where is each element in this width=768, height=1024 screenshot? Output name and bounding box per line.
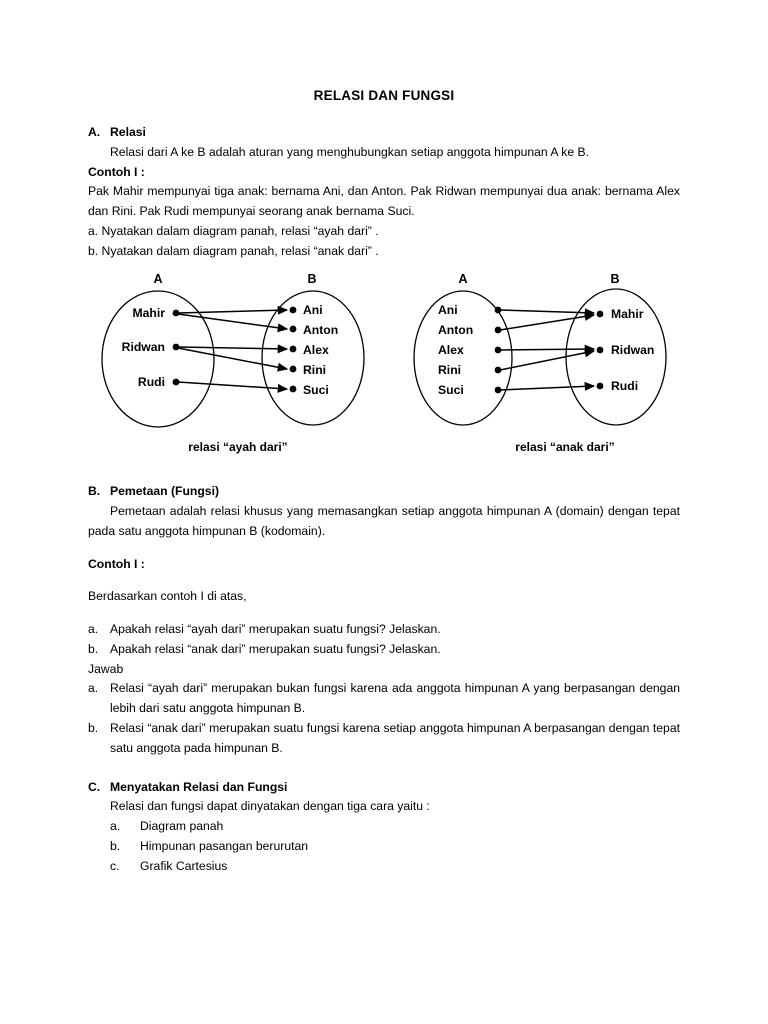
section-b-answer-label: Jawab [88,661,124,676]
diagram1-caption: relasi “ayah dari” [188,440,288,455]
section-a-marker: A. [88,125,101,139]
section-c-item-1-label: Himpunan pasangan berurutan [140,838,309,853]
question-b-text: Apakah relasi “anak dari” merupakan suatu fungsi? Jelaskan. [110,641,441,656]
diagram1-right-item-anton: Anton [303,323,339,338]
diagram2-left-item-alex: Alex [438,343,464,358]
diagram1-dot-suci [290,386,297,393]
diagram2-left-item-suci: Suci [438,383,464,398]
section-b-definition [88,502,680,542]
diagram1-arrow-ridwan-alex [178,347,287,349]
section-b-title: Pemetaan (Fungsi) [110,484,220,499]
section-b-based-on: Berdasarkan contoh I di atas, [88,589,247,604]
diagram1-arrow-rudi-suci [178,382,287,389]
diagram1-right-label: B [307,272,317,287]
diagram2-caption: relasi “anak dari” [515,440,615,455]
page-title: RELASI DAN FUNGSI [313,88,455,103]
diagram2-arrow-rini-ridwan [500,351,594,370]
diagram1-left-item-ridwan: Ridwan [121,340,165,355]
diagram1-arrow-mahir-ani [178,310,287,313]
spacer [88,469,680,482]
diagram1-dot-anton [290,326,297,333]
section-a-definition: Relasi dari A ke B adalah aturan yang menghubungkan setiap anggota himpunan A ke B. [110,144,590,159]
diagram2-right-item-mahir: Mahir [611,307,644,322]
section-a-example-text: Pak Mahir mempunyai tiga anak: bernama Ani, dan Anton. Pak Ridwan mempunyai dua anak: bernama Alex dan Rini. Pak Rudi mempunyai seorang anak bernama Suci. [88,184,680,219]
section-a-task-b: b. Nyatakan dalam diagram panah, relasi “anak dari” . [88,243,379,258]
answer-b-marker: b. [88,721,99,736]
section-c-marker: C. [88,779,101,794]
question-a-marker: a. [88,622,99,637]
diagram2-left-label: A [458,272,468,287]
section-c-heading [88,778,680,798]
diagram2-arrow-suci-rudi [500,386,594,390]
spacer [88,759,680,778]
diagram2-right-label: B [610,272,620,287]
section-b-question-b [88,640,680,660]
section-c-item-1-marker: b. [110,838,121,853]
section-c-item-1 [88,837,680,857]
answer-b-text: Relasi “anak dari” merupakan suatu fungsi karena setiap anggota himpunan A berpasangan dengan tepat satu anggota pada himpunan B. [110,721,680,755]
section-a-title: Relasi [110,125,146,139]
section-b-answer-a [88,679,680,719]
section-c-item-0 [88,817,680,837]
section-a-task-a: a. Nyatakan dalam diagram panah, relasi “ayah dari” . [88,223,379,238]
section-b-marker: B. [88,484,101,499]
diagram2-dot-ridwan [597,347,604,354]
diagram2-left-item-ani: Ani [438,303,458,318]
diagram1-dot-alex [290,346,297,353]
section-c-item-2-marker: c. [110,858,120,873]
section-b-definition-text: Pemetaan adalah relasi khusus yang memasangkan setiap anggota himpunan A (domain) dengan tepat pada satu anggota himpunan B (kodomain). [88,504,680,538]
diagram1-right-item-suci: Suci [303,383,329,398]
diagram-anak-dari [410,269,710,465]
diagram2-arrow-anton-mahir [500,315,594,330]
spacer [88,542,680,555]
diagram2-right-item-rudi: Rudi [611,379,639,394]
section-b-heading [88,482,680,502]
diagram2-dot-rudi [597,383,604,390]
section-b-example-label: Contoh I : [88,556,145,571]
question-a-text: Apakah relasi “ayah dari” merupakan suatu fungsi? Jelaskan. [110,622,441,637]
spacer [88,607,680,620]
section-c-item-2-label: Grafik Cartesius [140,858,228,873]
diagram-ayah-dari [88,269,388,465]
diagram1-left-label: A [153,272,163,287]
diagram1-dot-ani [290,307,297,314]
diagram1-left-item-mahir: Mahir [132,306,165,321]
diagram1-right-item-ani: Ani [303,303,323,318]
diagram2-left-item-anton: Anton [438,323,474,338]
document-body [88,88,680,876]
diagram1-right-item-rini: Rini [303,363,327,378]
answer-a-marker: a. [88,681,99,696]
diagram2-left-item-rini: Rini [438,363,462,378]
section-b-question-a [88,620,680,640]
answer-a-text: Relasi “ayah dari” merupakan bukan fungsi karena ada anggota himpunan A yang berpasangan dengan lebih dari satu anggota himpunan B. [110,681,680,716]
diagram2-arrow-alex-ridwan [500,349,594,350]
section-a-example-label: Contoh I : [88,164,145,179]
spacer [88,574,680,587]
section-c-item-0-label: Diagram panah [140,819,224,834]
diagram1-right-item-alex: Alex [303,343,329,358]
section-c-item-0-marker: a. [110,819,121,834]
section-c-title: Menyatakan Relasi dan Fungsi [110,779,288,794]
diagram1-arrow-ridwan-rini [178,348,287,369]
diagram1-left-item-rudi: Rudi [137,375,165,390]
section-b-answer-b [88,719,680,759]
arrow-diagrams [88,269,680,465]
diagram2-dot-mahir [597,311,604,318]
diagram2-right-item-ridwan: Ridwan [611,343,655,358]
diagram1-dot-rini [290,366,297,373]
section-a-heading [88,123,680,143]
section-c-item-2 [88,857,680,877]
question-b-marker: b. [88,641,99,656]
section-c-intro: Relasi dan fungsi dapat dinyatakan dengan tiga cara yaitu : [110,799,430,814]
